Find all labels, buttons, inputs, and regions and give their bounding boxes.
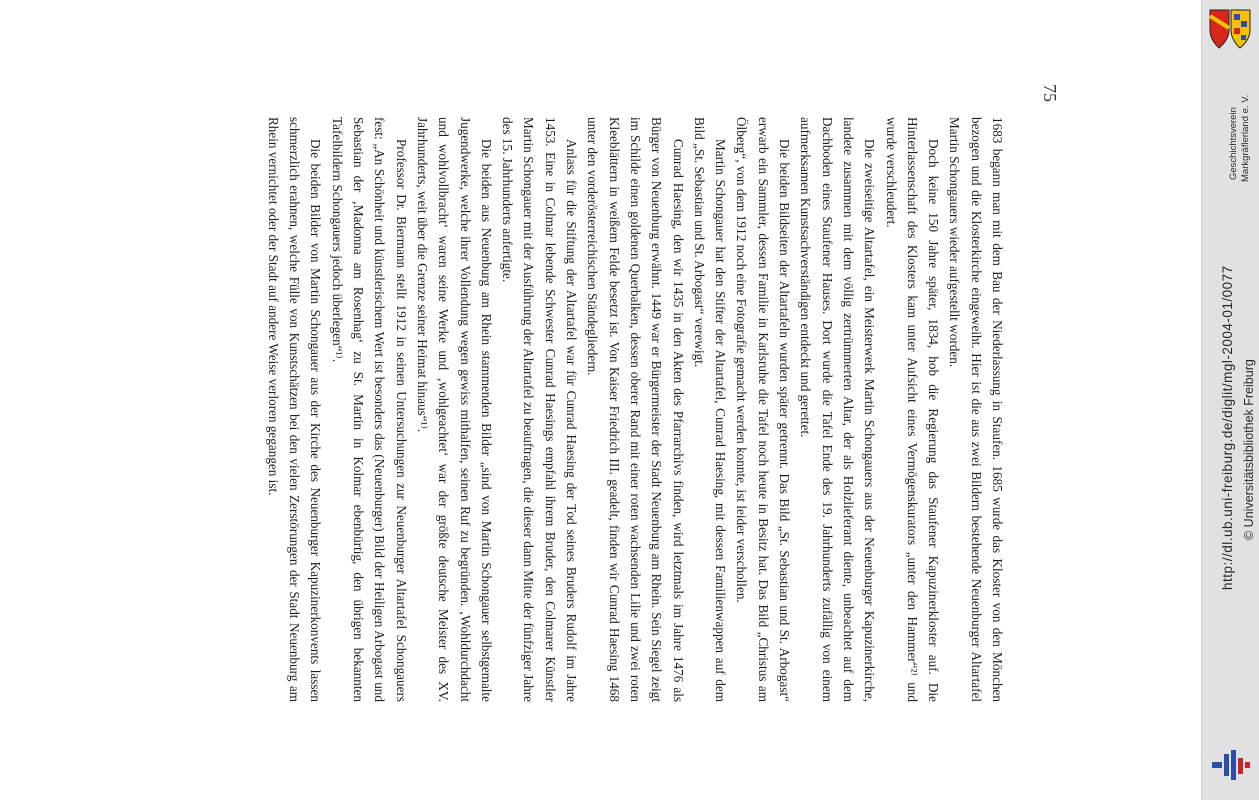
paragraph: Professor Dr. Biermann stellt 1912 in seinen Untersuchungen zur Neuenburger Altartafel Schongauers fest: „An Schönheit und künstlerischem Wert ist besonders das (Neuenburger) Bild der Heiligen Arbogast und Sebastian der ‚Madonna am Rosenhag‘ zu St. Martin in Kolmar ebenbürtig, den übrigen bekannten Tafelbildern Schongauers jedoch überlegen“¹⁾.	[329, 117, 409, 702]
paragraph: Die beiden aus Neuenburg am Rhein stammenden Bilder „sind von Martin Schongauer selbstgemalte Jugendwerke, welche ihrer Vollendung wegen gewiss mithalfen, seinen Ruf zu begründen. ‚Wohldurchdacht und wohlvollbracht‘ waren seine Werke und ‚wohlgeachtet‘ war der größte deutsche Meister des XV. Jahrhunderts, weit über die Grenze seiner Heimat hinaus“¹⁾.	[414, 117, 494, 702]
paragraph: 1683 begann man mit dem Bau der Niederlassung in Staufen. 1685 wurde das Kloster von den Mönchen bezogen und die Klosterkirche eingeweiht. Hier ist die aus zwei Bildern bestehende Neuenburger Altartafel Martin Schongauers wieder aufgestellt worden.	[947, 117, 1005, 702]
copyright-notice: © Universitätsbibliothek Freiburg	[1242, 359, 1256, 540]
paragraph: Die beiden Bildseiten der Altartafeln wurden später getrennt. Das Bild „St. Sebastian und St. Arbogast“ erwarb ein Sammler, dessen Familie in Karlsruhe die Tafel noch heute in Besitz hat. Das Bild „Christus am Ölberg“, von dem 1912 noch eine Fotografie gemacht werden konnte, ist leider verschollen.	[734, 117, 793, 702]
paragraph: Martin Schongauer hat den Stifter der Altartafel, Cunrad Haesing, mit dessen Familienwappen auf dem Bild „St. Sebastian und St. Arbogast“ verewigt.	[691, 117, 729, 702]
coat-of-arms-icon	[1207, 8, 1253, 50]
source-url-link[interactable]: http://dl.ub.uni-freiburg.de/diglit/mgl-2004-01/0077	[1220, 265, 1235, 590]
paragraph: Cunrad Haesing, den wir 1435 in den Akten des Pfarrarchivs finden, wird letztmals im Jahre 1476 als Bürger von Neuenburg erwähnt. 1449 war er Bürgermeister der Stadt Neuenburg am Rhein. Sein Siegel zeigt im Schilde einen goldenen Querbalken, dessen oberer Rand mit einer roten wachsenden Lilie und zwei roten Kleeblättern in weißem Felde besetzt ist. Von Kaiser Friedrich III. geadelt, finden wir Cunrad Haesing 1468 unter den vorderösterreichischen Ständegliedern.	[585, 117, 686, 702]
society-name-line1: Geschichtsverein	[1228, 107, 1239, 180]
society-name-line2: Markgräflerland e. V.	[1240, 94, 1251, 182]
paragraph: Anlass für die Stiftung der Altartafel war für Cunrad Haesing der Tod seines Bruders Rudolf im Jahre 1453. Eine in Colmar lebende Schwester Cunrad Haesings empfahl ihrem Bruder, den Colmarer Künstler Martin Schongauer mit der Ausführung der Altartafel zu beauftragen, die dieser dann Mitte der fünfziger Jahre des 15. Jahrhunderts anfertigte.	[500, 117, 580, 702]
ub-freiburg-logo-icon	[1210, 748, 1252, 784]
paragraph: Doch keine 150 Jahre später, 1834, hob die Regierung das Staufener Kapuzinerkloster auf. Die Hinterlassenschaft des Klosters kam unter Aufsicht eines Vermögenskurators „unter den Hammer“²⁾ und wurde verschleudert.	[883, 117, 942, 702]
paragraph: Die beiden Bilder von Martin Schongauer aus der Kirche des Neuenburger Kapuzinerkonvents lassen schmerzlich erahnen, welche Fülle von Kunstschätzen bei den vielen Zerstörungen der Stadt Neuenburg am Rhein vernichtet oder der Stadt auf andere Weise verloren gegangen ist.	[265, 117, 324, 702]
page-number: 75	[1040, 84, 1060, 102]
body-text	[263, 117, 1008, 702]
paragraph: Die zweiseitige Altartafel, ein Meisterwerk Martin Schongauers aus der Neuenburger Kapuzinerkirche, landete zusammen mit dem völlig zertrümmerten Altar, der als Holzlieferant diente, unbeachtet auf dem Dachboden eines Staufener Hauses. Dort wurde die Tafel Ende des 19. Jahrhunderts zufällig von einem aufmerksamen Kunstsachverständigen entdeckt und gerettet.	[798, 117, 878, 702]
